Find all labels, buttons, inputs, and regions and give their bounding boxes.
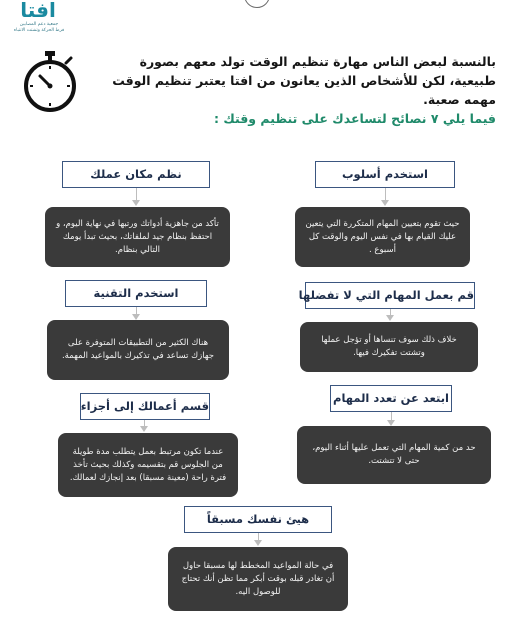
tip-title-organize: نظم مكان عملك (62, 161, 210, 188)
intro-paragraph: بالنسبة لبعض الناس مهارة تنظيم الوقت تولد معهم بصورة طبيعية، لكن للأشخاص الذين يعانون من افتا يعتبر تنظيم الوقت مهمه صعبة. (112, 54, 496, 107)
tip-title-unpreferred-tasks: قم بعمل المهام التي لا تفضلها (305, 282, 475, 309)
arrow-down-icon (132, 200, 140, 206)
tip-body-method: حيث تقوم بتعيين المهام المتكررة التي يتعين عليك القيام بها في نفس اليوم والوقت كل أسبوع . (295, 207, 470, 267)
tip-body-multitasking: حد من كمية المهام التي تعمل عليها أثناء اليوم، حتى لا تتشتت. (297, 426, 491, 484)
tip-body-unpreferred-tasks: خلاف ذلك سوف تنساها أو تؤجل عملها وتشتت تفكيرك فيها. (300, 322, 478, 372)
arrow-down-icon (140, 426, 148, 432)
arrow-down-icon (381, 200, 389, 206)
tip-title-prepare-early: هيئ نفسك مسبقاً (184, 506, 332, 533)
tip-body-organize: تأكد من جاهزية أدواتك ورتبها في نهاية اليوم، و احتفظ بنظام جيد لملفاتك، بحيث تبدأ يومك التالي بنظام. (45, 207, 230, 267)
arrow-down-icon (254, 540, 262, 546)
tip-title-divide-work: قسم أعمالك إلى أجزاء (80, 393, 210, 420)
tip-title-technology: استخدم التقنية (65, 280, 207, 307)
tip-body-divide-work: عندما تكون مرتبط بعمل يتطلب مدة طويلة من الجلوس قم بتقسيمه وكذلك بحيث تأخذ فترة راحة (معينة مسبقا) بعد إنجازك لعمالك. (58, 433, 238, 497)
tip-title-method: استخدم أسلوب (315, 161, 455, 188)
arrow-down-icon (386, 315, 394, 321)
tip-body-technology: هناك الكثير من التطبيقات المتوفرة على جهازك تساعد في تذكيرك بالمواعيد المهمة. (47, 320, 229, 380)
logo-subtitle-line2: فرط الحركة وتشتت الانتباه (13, 28, 65, 33)
tips-subtitle: فيما يلي ٧ نصائح لتساعدك على تنظيم وقتك : (214, 111, 496, 126)
logo-subtitle-line1: جمعية دعم المصابين (19, 22, 59, 27)
seal-icon (244, 0, 270, 8)
logo-subtitle (4, 22, 74, 34)
logo-text: افتا (20, 0, 56, 22)
stopwatch-icon (22, 50, 78, 114)
tip-body-prepare-early: في حالة المواعيد المخطط لها مسبقا حاول أن تغادر قبله بوقت أبكر مما تظن أنك تحتاج للوصول اليه. (168, 547, 348, 611)
tip-title-multitasking: ابتعد عن تعدد المهام (330, 385, 452, 412)
